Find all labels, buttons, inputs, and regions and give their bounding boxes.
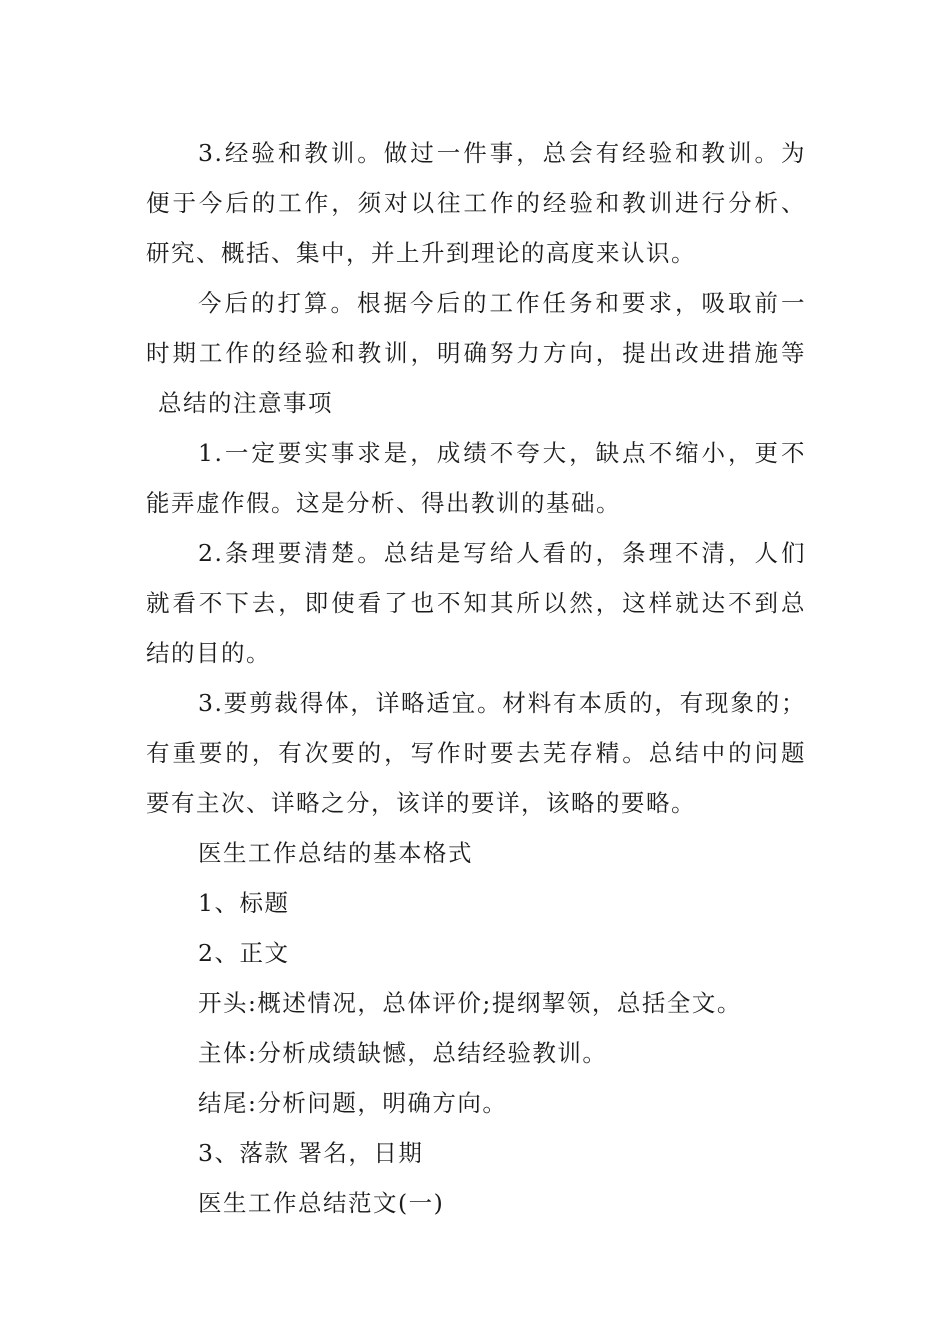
list-item: 2、正文 (198, 939, 290, 967)
list-item: 开头:概述情况，总体评价;提纲挈领，总括全文。 (198, 989, 742, 1017)
paragraph-line: 结的目的。 (146, 639, 271, 667)
paragraph-line: 时期工作的经验和教训，明确努力方向，提出改进措施等 (146, 339, 806, 367)
list-item: 1、标题 (198, 889, 290, 917)
paragraph-line: 要有主次、详略之分，该详的要详，该略的要略。 (146, 789, 696, 817)
paragraph-line: 便于今后的工作，须对以往工作的经验和教训进行分析、 (146, 189, 806, 217)
paragraph-line: 2.条理要清楚。总结是写给人看的，条理不清，人们 (198, 539, 806, 567)
list-item: 3、落款 署名，日期 (198, 1139, 424, 1167)
section-heading: 医生工作总结范文(一) (198, 1189, 445, 1217)
paragraph-line: 能弄虚作假。这是分析、得出教训的基础。 (146, 489, 621, 517)
section-heading: 总结的注意事项 (158, 389, 333, 417)
paragraph-line: 研究、概括、集中，并上升到理论的高度来认识。 (146, 239, 696, 267)
paragraph-line: 今后的打算。根据今后的工作任务和要求，吸取前一 (198, 289, 806, 317)
paragraph-line: 就看不下去，即使看了也不知其所以然，这样就达不到总 (146, 589, 806, 617)
list-item: 结尾:分析问题，明确方向。 (198, 1089, 508, 1117)
section-heading: 医生工作总结的基本格式 (198, 839, 473, 867)
document-body (146, 128, 806, 1228)
paragraph-line: 3.经验和教训。做过一件事，总会有经验和教训。为 (198, 139, 806, 167)
paragraph-line: 有重要的，有次要的，写作时要去芜存精。总结中的问题 (146, 739, 806, 767)
list-item: 主体:分析成绩缺憾，总结经验教训。 (198, 1039, 608, 1067)
paragraph-line: 1.一定要实事求是，成绩不夸大，缺点不缩小，更不 (198, 439, 806, 467)
paragraph-line: 3.要剪裁得体，详略适宜。材料有本质的，有现象的； (198, 689, 806, 717)
